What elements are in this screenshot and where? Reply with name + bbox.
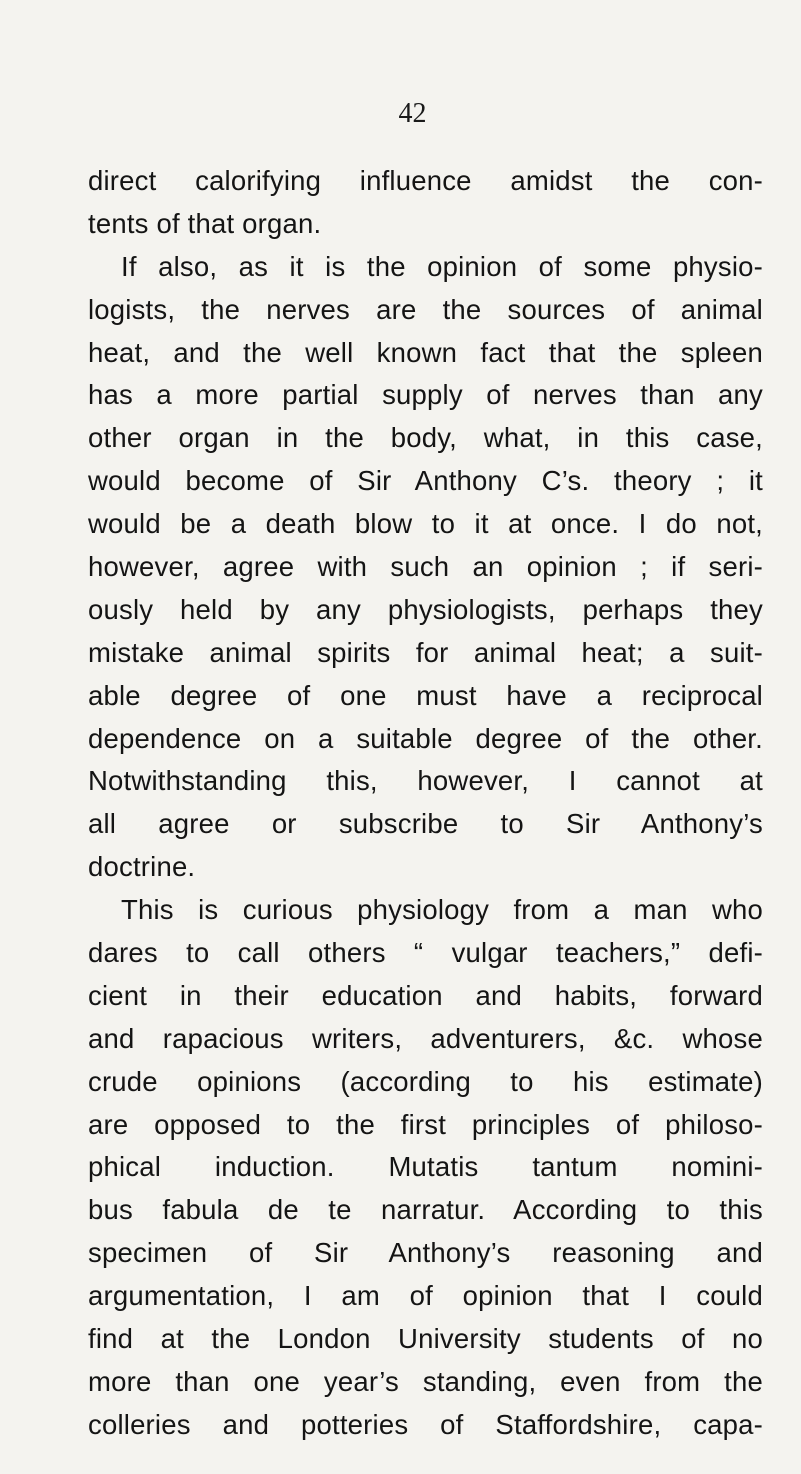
text-line: bus fabula de te narratur. According to this [88, 1194, 763, 1226]
text-line: This is curious physiology from a man who [121, 894, 763, 926]
text-line: able degree of one must have a reciprocal [88, 679, 763, 711]
text-line: logists, the nerves are the sources of animal [88, 293, 763, 325]
text-line: doctrine. [88, 851, 196, 883]
text-line: however, agree with such an opinion ; if seri- [88, 551, 763, 583]
text-line: other organ in the body, what, in this case, [88, 422, 763, 454]
text-line: direct calorifying influence amidst the con- [88, 165, 763, 196]
text-line: colleries and potteries of Staffordshire, capa- [88, 1408, 763, 1440]
text-line: are opposed to the first principles of philoso- [88, 1108, 763, 1140]
text-line: Notwithstanding this, however, I cannot at [88, 765, 763, 797]
text-line: If also, as it is the opinion of some physio- [121, 250, 763, 282]
text-line: argumentation, I am of opinion that I could [88, 1280, 763, 1312]
text-line: heat, and the well known fact that the spleen [88, 336, 763, 368]
text-line: dependence on a suitable degree of the other. [88, 722, 763, 754]
text-line: specimen of Sir Anthony’s reasoning and [88, 1237, 763, 1269]
body-text [88, 160, 763, 1447]
text-line: has a more partial supply of nerves than any [88, 379, 763, 411]
text-line: ously held by any physiologists, perhaps they [88, 593, 763, 625]
text-line: more than one year’s standing, even from the [88, 1365, 763, 1397]
page-number: 42 [398, 98, 427, 129]
text-line: dares to call others “ vulgar teachers,” defi- [88, 937, 763, 969]
text-line: phical induction. Mutatis tantum nomini- [88, 1151, 763, 1183]
text-line: crude opinions (according to his estimate) [88, 1065, 763, 1097]
text-line: all agree or subscribe to Sir Anthony’s [88, 808, 763, 840]
text-line: would be a death blow to it at once. I do not, [88, 508, 763, 540]
text-line: cient in their education and habits, forward [88, 979, 763, 1011]
text-line: mistake animal spirits for animal heat; a suit- [88, 636, 763, 668]
text-line: tents of that organ. [88, 207, 322, 239]
text-line: and rapacious writers, adventurers, &c. whose [88, 1022, 763, 1054]
text-line: would become of Sir Anthony C’s. theory ; it [88, 465, 763, 497]
text-line: find at the London University students of no [88, 1323, 763, 1355]
